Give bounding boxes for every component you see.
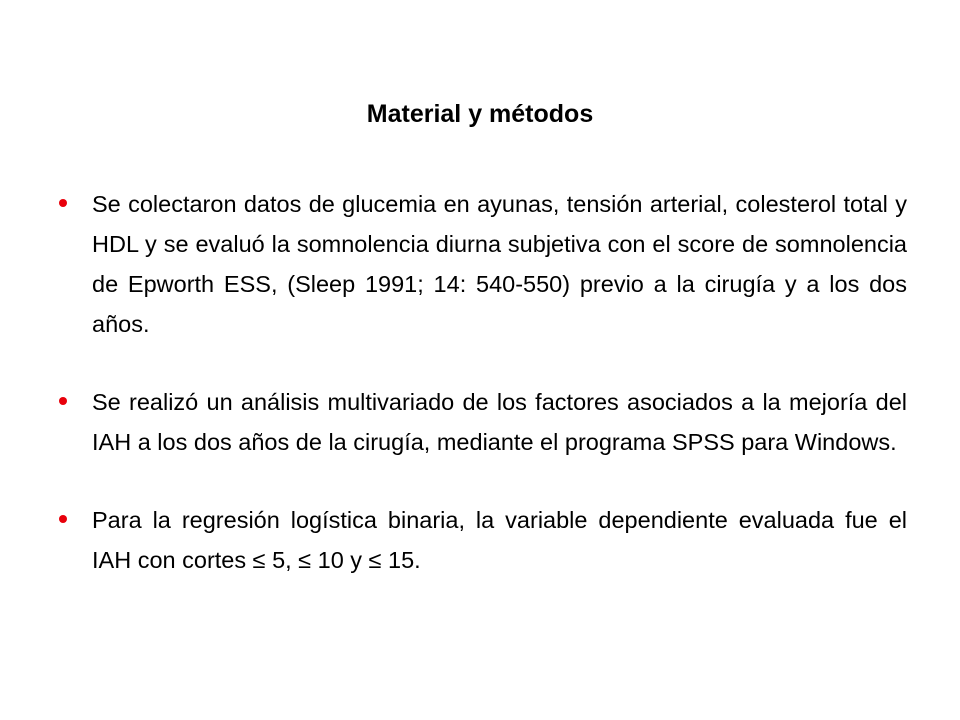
bullet-item-1	[92, 184, 907, 344]
slide-title: Material y métodos	[366, 100, 594, 128]
bullet-dot-icon	[59, 515, 67, 523]
bullet-list	[92, 184, 907, 580]
bullet-text-1: Se colectaron datos de glucemia en ayunas, tensión arterial, colesterol total y HDL y se evaluó la somnolencia diurna subjetiva con el score de somnolencia de Epworth ESS, (Sleep 1991; 14: 540-550) previo a la cirugía y a los dos años.	[92, 191, 907, 337]
bullet-text-2: Se realizó un análisis multivariado de los factores asociados a la mejoría del IAH a los dos años de la cirugía, mediante el programa SPSS para Windows.	[92, 389, 907, 455]
bullet-dot-icon	[59, 199, 67, 207]
bullet-item-2	[92, 382, 907, 462]
bullet-item-3	[92, 500, 907, 580]
bullet-dot-icon	[59, 397, 67, 405]
bullet-text-3: Para la regresión logística binaria, la variable dependiente evaluada fue el IAH con cortes ≤ 5, ≤ 10 y ≤ 15.	[92, 507, 907, 573]
